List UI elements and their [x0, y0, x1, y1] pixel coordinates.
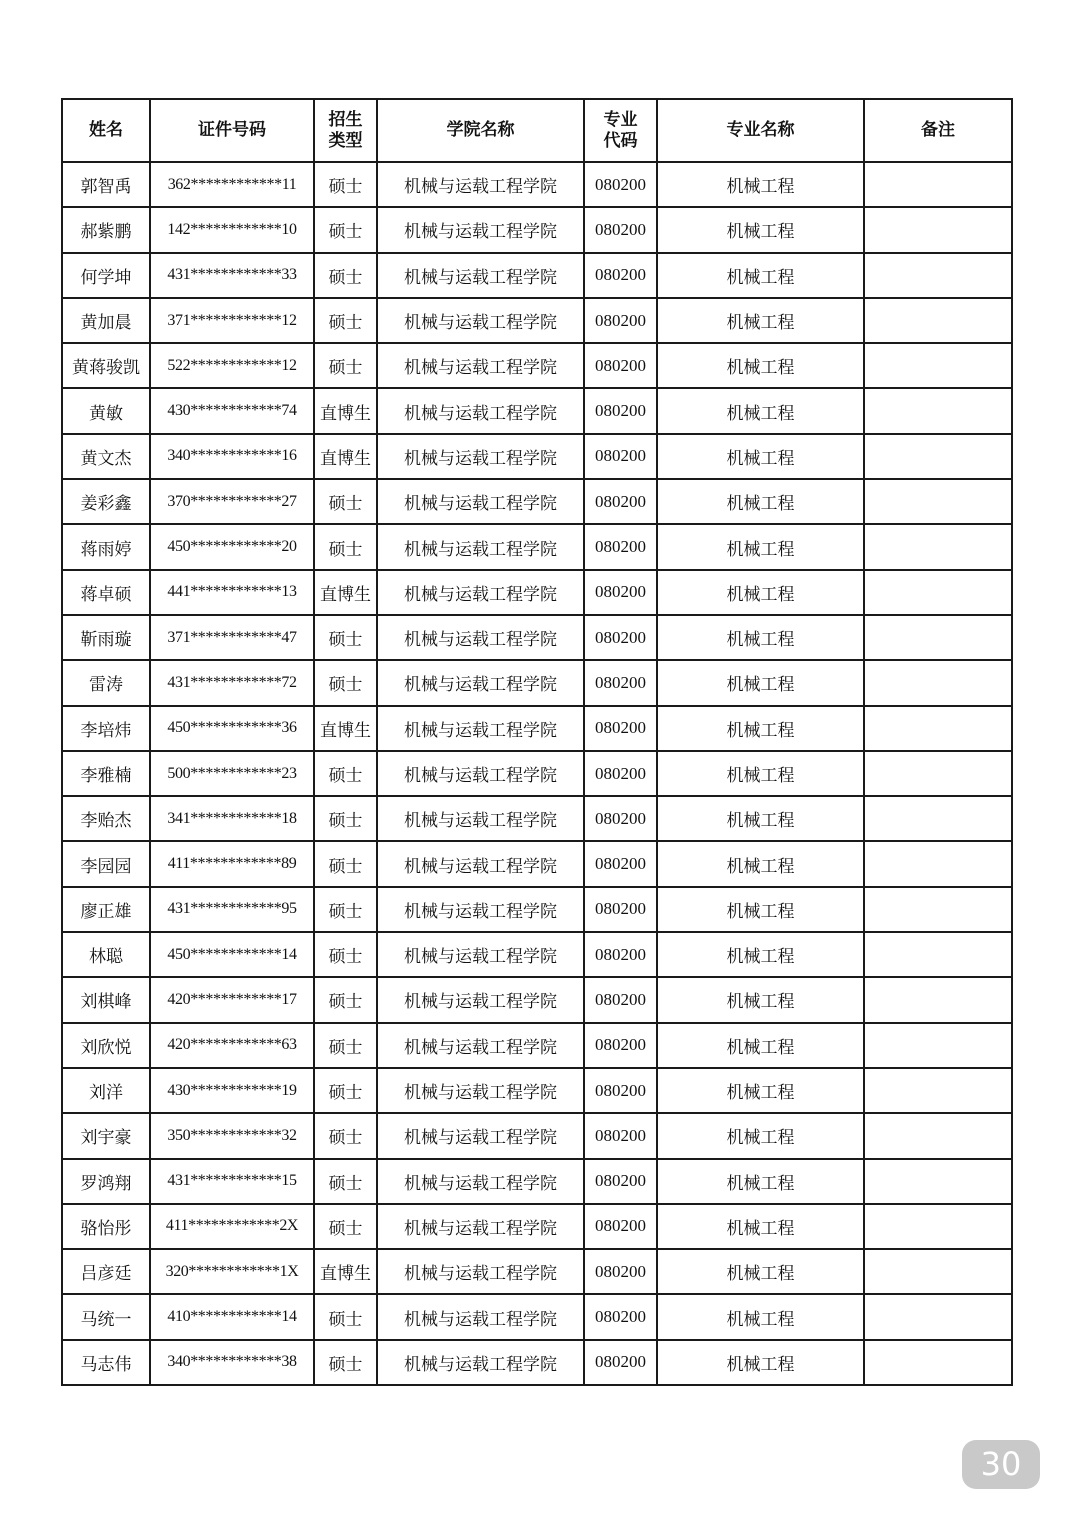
table-row [62, 1023, 1012, 1068]
cell-major-name: 机械工程 [657, 796, 864, 841]
cell-admission-type: 硕士 [314, 660, 377, 705]
cell-name: 吕彦廷 [62, 1249, 150, 1294]
cell-college: 机械与运载工程学院 [377, 479, 584, 524]
cell-major-name: 机械工程 [657, 1068, 864, 1113]
cell-college: 机械与运载工程学院 [377, 298, 584, 343]
cell-major-code: 080200 [584, 343, 657, 388]
page-number-badge: 30 [962, 1440, 1040, 1489]
cell-remark [864, 207, 1012, 252]
cell-college: 机械与运载工程学院 [377, 1159, 584, 1204]
header-id-number: 证件号码 [150, 99, 314, 162]
cell-remark [864, 388, 1012, 433]
cell-remark [864, 887, 1012, 932]
cell-college: 机械与运载工程学院 [377, 841, 584, 886]
admission-list-table [61, 98, 1013, 1386]
cell-remark [864, 1068, 1012, 1113]
table-row [62, 887, 1012, 932]
cell-college: 机械与运载工程学院 [377, 434, 584, 479]
cell-admission-type: 直博生 [314, 570, 377, 615]
cell-admission-type: 直博生 [314, 1249, 377, 1294]
cell-admission-type: 硕士 [314, 298, 377, 343]
cell-major-code: 080200 [584, 1340, 657, 1385]
cell-admission-type: 硕士 [314, 1340, 377, 1385]
cell-id-number: 450************20 [150, 524, 314, 569]
cell-major-name: 机械工程 [657, 751, 864, 796]
header-admission-type-line2: 类型 [328, 130, 363, 151]
cell-name: 黄加晨 [62, 298, 150, 343]
table-row [62, 434, 1012, 479]
cell-major-code: 080200 [584, 479, 657, 524]
cell-remark [864, 1023, 1012, 1068]
cell-major-code: 080200 [584, 977, 657, 1022]
header-admission-type [314, 99, 377, 162]
table-row [62, 207, 1012, 252]
cell-admission-type: 硕士 [314, 524, 377, 569]
cell-name: 李贻杰 [62, 796, 150, 841]
table-row [62, 932, 1012, 977]
cell-major-code: 080200 [584, 524, 657, 569]
cell-name: 蒋雨婷 [62, 524, 150, 569]
cell-admission-type: 硕士 [314, 1204, 377, 1249]
table-row [62, 298, 1012, 343]
cell-id-number: 371************47 [150, 615, 314, 660]
cell-major-name: 机械工程 [657, 298, 864, 343]
cell-major-name: 机械工程 [657, 434, 864, 479]
cell-admission-type: 硕士 [314, 479, 377, 524]
cell-remark [864, 1340, 1012, 1385]
cell-major-name: 机械工程 [657, 1249, 864, 1294]
cell-major-code: 080200 [584, 1023, 657, 1068]
cell-major-name: 机械工程 [657, 706, 864, 751]
cell-admission-type: 硕士 [314, 1159, 377, 1204]
cell-major-code: 080200 [584, 1113, 657, 1158]
cell-remark [864, 796, 1012, 841]
cell-id-number: 411************89 [150, 841, 314, 886]
table-row [62, 1204, 1012, 1249]
cell-major-code: 080200 [584, 1068, 657, 1113]
cell-remark [864, 660, 1012, 705]
table-row [62, 1068, 1012, 1113]
cell-major-name: 机械工程 [657, 1159, 864, 1204]
cell-major-name: 机械工程 [657, 932, 864, 977]
cell-major-name: 机械工程 [657, 162, 864, 207]
cell-remark [864, 479, 1012, 524]
cell-major-code: 080200 [584, 1294, 657, 1339]
cell-id-number: 522************12 [150, 343, 314, 388]
cell-admission-type: 硕士 [314, 932, 377, 977]
cell-id-number: 142************10 [150, 207, 314, 252]
cell-id-number: 431************95 [150, 887, 314, 932]
cell-remark [864, 706, 1012, 751]
table-row [62, 706, 1012, 751]
cell-college: 机械与运载工程学院 [377, 207, 584, 252]
cell-admission-type: 硕士 [314, 162, 377, 207]
cell-major-name: 机械工程 [657, 343, 864, 388]
cell-remark [864, 570, 1012, 615]
header-name: 姓名 [62, 99, 150, 162]
table-row [62, 570, 1012, 615]
cell-admission-type: 硕士 [314, 887, 377, 932]
cell-remark [864, 841, 1012, 886]
cell-name: 骆怡彤 [62, 1204, 150, 1249]
cell-major-code: 080200 [584, 660, 657, 705]
cell-college: 机械与运载工程学院 [377, 1340, 584, 1385]
cell-major-code: 080200 [584, 615, 657, 660]
cell-id-number: 500************23 [150, 751, 314, 796]
table-row [62, 977, 1012, 1022]
cell-name: 雷涛 [62, 660, 150, 705]
cell-major-name: 机械工程 [657, 1204, 864, 1249]
cell-major-name: 机械工程 [657, 1294, 864, 1339]
cell-major-name: 机械工程 [657, 388, 864, 433]
cell-name: 姜彩鑫 [62, 479, 150, 524]
cell-name: 马志伟 [62, 1340, 150, 1385]
cell-id-number: 340************38 [150, 1340, 314, 1385]
table-row [62, 479, 1012, 524]
cell-id-number: 371************12 [150, 298, 314, 343]
cell-major-code: 080200 [584, 796, 657, 841]
cell-college: 机械与运载工程学院 [377, 887, 584, 932]
cell-name: 靳雨璇 [62, 615, 150, 660]
cell-remark [864, 932, 1012, 977]
cell-name: 马统一 [62, 1294, 150, 1339]
cell-remark [864, 977, 1012, 1022]
cell-major-code: 080200 [584, 1249, 657, 1294]
table-row [62, 253, 1012, 298]
cell-id-number: 450************14 [150, 932, 314, 977]
cell-admission-type: 硕士 [314, 253, 377, 298]
cell-remark [864, 253, 1012, 298]
cell-college: 机械与运载工程学院 [377, 706, 584, 751]
cell-major-code: 080200 [584, 841, 657, 886]
cell-name: 黄文杰 [62, 434, 150, 479]
cell-name: 李雅楠 [62, 751, 150, 796]
cell-major-name: 机械工程 [657, 660, 864, 705]
cell-major-code: 080200 [584, 207, 657, 252]
cell-admission-type: 直博生 [314, 388, 377, 433]
cell-major-code: 080200 [584, 932, 657, 977]
cell-name: 刘洋 [62, 1068, 150, 1113]
cell-id-number: 441************13 [150, 570, 314, 615]
cell-id-number: 420************63 [150, 1023, 314, 1068]
table-row [62, 660, 1012, 705]
cell-remark [864, 751, 1012, 796]
cell-major-code: 080200 [584, 298, 657, 343]
table-row [62, 343, 1012, 388]
cell-college: 机械与运载工程学院 [377, 1113, 584, 1158]
cell-major-name: 机械工程 [657, 570, 864, 615]
cell-remark [864, 1294, 1012, 1339]
header-major-name: 专业名称 [657, 99, 864, 162]
table-header-row [62, 99, 1012, 162]
table-row [62, 162, 1012, 207]
cell-name: 郝紫鹏 [62, 207, 150, 252]
cell-major-name: 机械工程 [657, 524, 864, 569]
cell-name: 蒋卓硕 [62, 570, 150, 615]
cell-major-code: 080200 [584, 388, 657, 433]
cell-remark [864, 1113, 1012, 1158]
cell-college: 机械与运载工程学院 [377, 751, 584, 796]
table-row [62, 388, 1012, 433]
cell-remark [864, 434, 1012, 479]
cell-id-number: 411************2X [150, 1204, 314, 1249]
cell-id-number: 320************1X [150, 1249, 314, 1294]
table-row [62, 841, 1012, 886]
cell-major-code: 080200 [584, 1159, 657, 1204]
cell-major-code: 080200 [584, 253, 657, 298]
cell-college: 机械与运载工程学院 [377, 660, 584, 705]
cell-college: 机械与运载工程学院 [377, 1023, 584, 1068]
cell-id-number: 370************27 [150, 479, 314, 524]
table-row [62, 1249, 1012, 1294]
cell-major-name: 机械工程 [657, 253, 864, 298]
cell-major-code: 080200 [584, 1204, 657, 1249]
cell-major-name: 机械工程 [657, 1340, 864, 1385]
cell-remark [864, 1204, 1012, 1249]
cell-id-number: 420************17 [150, 977, 314, 1022]
cell-college: 机械与运载工程学院 [377, 796, 584, 841]
cell-admission-type: 硕士 [314, 1068, 377, 1113]
cell-name: 李培炜 [62, 706, 150, 751]
cell-college: 机械与运载工程学院 [377, 253, 584, 298]
table-row [62, 796, 1012, 841]
cell-name: 黄敏 [62, 388, 150, 433]
cell-name: 何学坤 [62, 253, 150, 298]
cell-college: 机械与运载工程学院 [377, 977, 584, 1022]
cell-major-name: 机械工程 [657, 977, 864, 1022]
cell-admission-type: 直博生 [314, 706, 377, 751]
cell-admission-type: 硕士 [314, 796, 377, 841]
header-major-code-line1: 专业 [603, 109, 638, 130]
cell-name: 李园园 [62, 841, 150, 886]
cell-admission-type: 硕士 [314, 1113, 377, 1158]
cell-major-code: 080200 [584, 887, 657, 932]
cell-college: 机械与运载工程学院 [377, 388, 584, 433]
cell-name: 刘宇豪 [62, 1113, 150, 1158]
cell-major-code: 080200 [584, 162, 657, 207]
cell-name: 刘棋峰 [62, 977, 150, 1022]
table-row [62, 524, 1012, 569]
cell-admission-type: 硕士 [314, 615, 377, 660]
cell-name: 郭智禹 [62, 162, 150, 207]
cell-college: 机械与运载工程学院 [377, 343, 584, 388]
cell-college: 机械与运载工程学院 [377, 1068, 584, 1113]
header-major-code [584, 99, 657, 162]
cell-major-name: 机械工程 [657, 841, 864, 886]
cell-admission-type: 硕士 [314, 1023, 377, 1068]
cell-admission-type: 硕士 [314, 343, 377, 388]
cell-college: 机械与运载工程学院 [377, 615, 584, 660]
cell-id-number: 450************36 [150, 706, 314, 751]
cell-major-code: 080200 [584, 751, 657, 796]
cell-major-name: 机械工程 [657, 1113, 864, 1158]
cell-admission-type: 硕士 [314, 841, 377, 886]
cell-college: 机械与运载工程学院 [377, 1249, 584, 1294]
cell-major-name: 机械工程 [657, 479, 864, 524]
cell-college: 机械与运载工程学院 [377, 162, 584, 207]
table-body [62, 162, 1012, 1385]
cell-id-number: 362************11 [150, 162, 314, 207]
cell-remark [864, 615, 1012, 660]
header-college: 学院名称 [377, 99, 584, 162]
cell-id-number: 430************74 [150, 388, 314, 433]
cell-remark [864, 1249, 1012, 1294]
cell-major-name: 机械工程 [657, 207, 864, 252]
header-major-code-line2: 代码 [603, 130, 638, 151]
table-row [62, 751, 1012, 796]
table-row [62, 1159, 1012, 1204]
cell-college: 机械与运载工程学院 [377, 570, 584, 615]
cell-major-name: 机械工程 [657, 1023, 864, 1068]
cell-name: 林聪 [62, 932, 150, 977]
cell-remark [864, 298, 1012, 343]
cell-id-number: 430************19 [150, 1068, 314, 1113]
cell-remark [864, 524, 1012, 569]
cell-id-number: 431************72 [150, 660, 314, 705]
cell-college: 机械与运载工程学院 [377, 932, 584, 977]
cell-id-number: 431************33 [150, 253, 314, 298]
cell-name: 黄蒋骏凯 [62, 343, 150, 388]
cell-college: 机械与运载工程学院 [377, 524, 584, 569]
header-remark: 备注 [864, 99, 1012, 162]
cell-major-code: 080200 [584, 570, 657, 615]
table-row [62, 1340, 1012, 1385]
cell-college: 机械与运载工程学院 [377, 1294, 584, 1339]
cell-admission-type: 硕士 [314, 1294, 377, 1339]
cell-id-number: 431************15 [150, 1159, 314, 1204]
table-row [62, 1113, 1012, 1158]
cell-name: 廖正雄 [62, 887, 150, 932]
cell-name: 罗鸿翔 [62, 1159, 150, 1204]
cell-major-code: 080200 [584, 706, 657, 751]
cell-admission-type: 硕士 [314, 207, 377, 252]
cell-remark [864, 1159, 1012, 1204]
cell-id-number: 341************18 [150, 796, 314, 841]
cell-name: 刘欣悦 [62, 1023, 150, 1068]
table-row [62, 1294, 1012, 1339]
header-admission-type-line1: 招生 [328, 109, 363, 130]
table-row [62, 615, 1012, 660]
cell-major-name: 机械工程 [657, 615, 864, 660]
cell-admission-type: 硕士 [314, 977, 377, 1022]
cell-remark [864, 343, 1012, 388]
cell-id-number: 410************14 [150, 1294, 314, 1339]
cell-college: 机械与运载工程学院 [377, 1204, 584, 1249]
cell-major-code: 080200 [584, 434, 657, 479]
cell-major-name: 机械工程 [657, 887, 864, 932]
cell-id-number: 340************16 [150, 434, 314, 479]
cell-id-number: 350************32 [150, 1113, 314, 1158]
cell-admission-type: 硕士 [314, 751, 377, 796]
cell-remark [864, 162, 1012, 207]
cell-admission-type: 直博生 [314, 434, 377, 479]
